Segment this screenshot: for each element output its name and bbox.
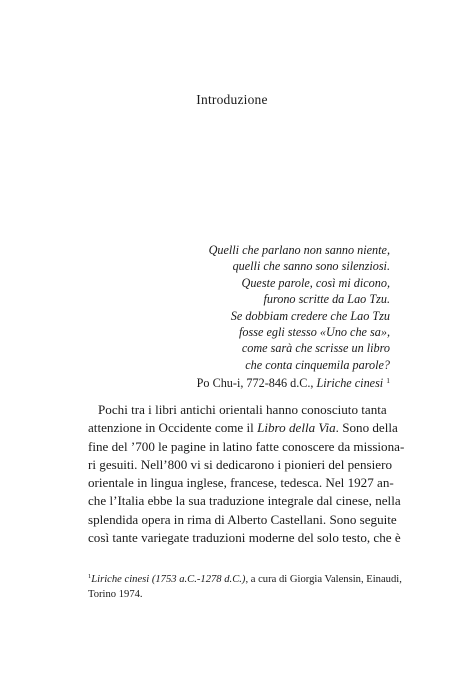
epigraph-line: Quelli che parlano non sanno niente, <box>208 243 390 257</box>
footnote-work-title: Liriche cinesi (1753 a.C.-1278 d.C.) <box>91 574 246 585</box>
line-text: così tante variegate traduzioni moderne del solo testo, che è <box>88 530 401 546</box>
paragraph-line <box>88 492 401 510</box>
paragraph-line <box>88 529 401 547</box>
paragraph-line <box>88 438 405 456</box>
paragraph-line <box>88 419 398 437</box>
line-text: . Sono della <box>335 420 398 436</box>
attribution-work: Liriche cinesi <box>316 376 384 391</box>
line-text: ri gesuiti. Nell’800 vi si dedicarono i pionieri del pensiero <box>88 456 392 472</box>
epigraph-line: furono scritte da Lao Tzu. <box>263 292 390 307</box>
epigraph-line: che conta cinquemila parole? <box>245 357 390 372</box>
attribution-author: Po Chu-i, 772-846 d.C., <box>196 376 314 391</box>
footnote-line: Torino 1974. <box>88 589 143 600</box>
paragraph-line <box>88 474 394 492</box>
chapter-title: Introduzione <box>196 92 268 107</box>
epigraph <box>130 242 390 392</box>
line-text: Pochi tra i libri antichi orientali hanno conosciuto tanta <box>98 402 387 417</box>
epigraph-line: quelli che sanno sono silenziosi. <box>232 259 390 274</box>
footnote-number: 1 <box>88 573 92 580</box>
line-text: fine del ’700 le pagine in latino fatte conoscere da missiona- <box>88 438 405 454</box>
paragraph-line <box>88 511 397 529</box>
line-text: attenzione in Occidente come il <box>88 420 254 436</box>
epigraph-line: come sarà che scrisse un libro <box>241 341 390 356</box>
body-paragraph <box>88 401 405 547</box>
footnote-line <box>88 569 402 587</box>
footnote <box>88 569 402 602</box>
line-text: orientale in lingua inglese, francese, tedesca. Nel 1927 an- <box>88 475 394 491</box>
footnote-text: , a cura di Giorgia Valensin, Einaudi, <box>245 574 402 585</box>
epigraph-attribution <box>130 373 390 391</box>
paragraph-line <box>88 456 392 474</box>
book-title-italic: Libro della Via <box>257 420 336 436</box>
epigraph-line: Queste parole, così mi dicono, <box>241 275 390 290</box>
line-text: splendida opera in rima di Alberto Castellani. Sono seguite <box>88 511 397 527</box>
paragraph-line <box>88 401 387 419</box>
epigraph-line: Se dobbiam credere che Lao Tzu <box>230 308 390 323</box>
epigraph-line: fosse egli stesso «Uno che sa», <box>239 325 390 340</box>
footnote-reference[interactable]: 1 <box>386 376 390 386</box>
line-text: che l’Italia ebbe la sua traduzione integrale dal cinese, nella <box>88 493 401 509</box>
